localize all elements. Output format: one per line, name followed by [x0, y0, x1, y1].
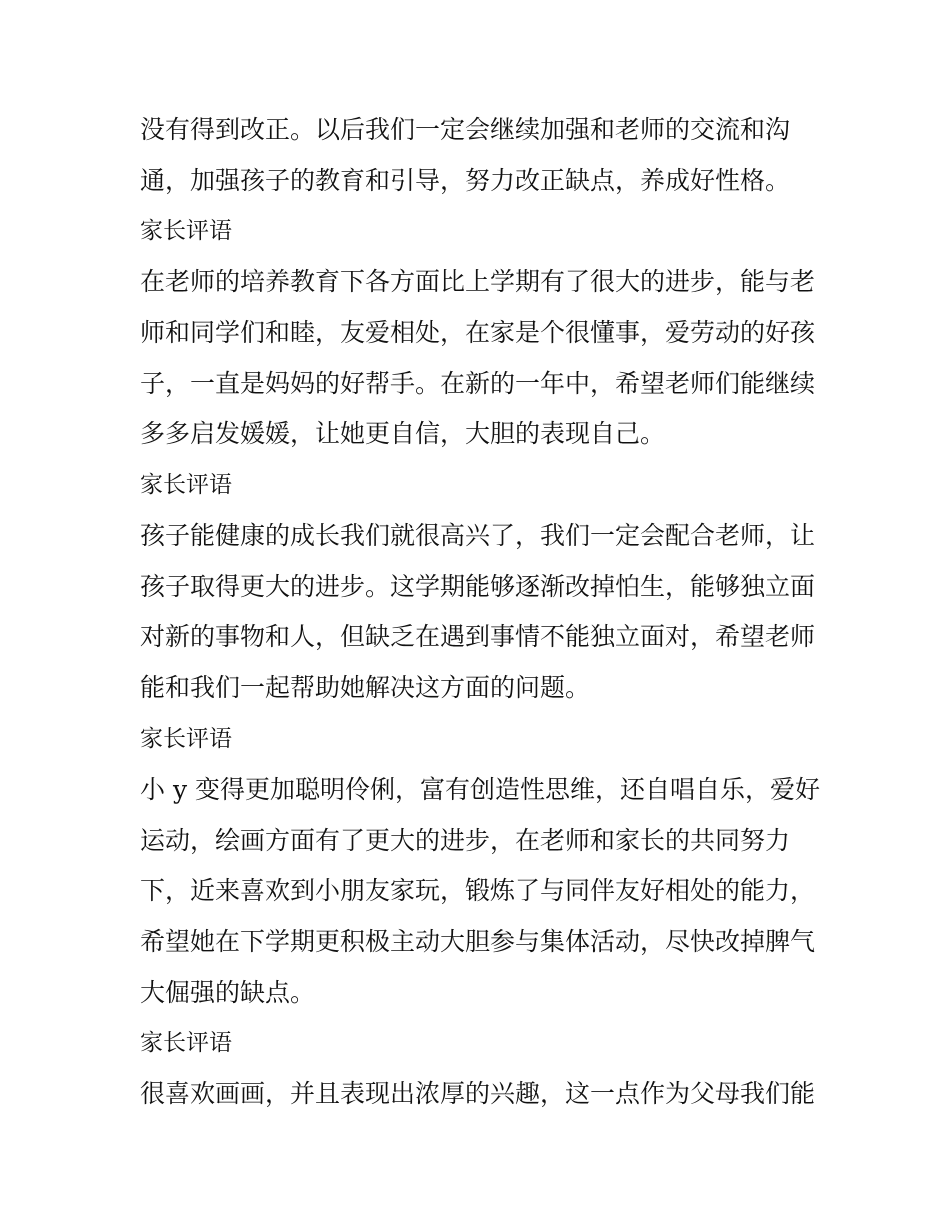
paragraph-line: 能和我们一起帮助她解决这方面的问题。	[140, 673, 591, 702]
paragraph-line: 很喜欢画画，并且表现出浓厚的兴趣，这一点作为父母我们能	[140, 1079, 816, 1108]
paragraph-line: 孩子能健康的成长我们就很高兴了，我们一定会配合老师，让	[140, 521, 816, 550]
paragraph-line: 子，一直是妈妈的好帮手。在新的一年中，希望老师们能继续	[140, 369, 816, 398]
paragraph-line: 大倔强的缺点。	[140, 978, 316, 1007]
paragraph-line: 希望她在下学期更积极主动大胆参与集体活动，尽快改掉脾气	[140, 927, 816, 956]
paragraph-line: 运动，绘画方面有了更大的进步，在老师和家长的共同努力	[140, 826, 791, 855]
paragraph-line: 对新的事物和人，但缺乏在遇到事情不能独立面对，希望老师	[140, 622, 816, 651]
section-heading: 家长评语	[140, 726, 232, 752]
paragraph-line: 多多启发媛媛，让她更自信，大胆的表现自己。	[140, 419, 666, 448]
paragraph-line: 师和同学们和睦，友爱相处，在家是个很懂事，爱劳动的好孩	[140, 318, 816, 347]
paragraph-line: 孩子取得更大的进步。这学期能够逐渐改掉怕生，能够独立面	[140, 572, 816, 601]
paragraph-line: 通，加强孩子的教育和引导，努力改正缺点，养成好性格。	[140, 166, 791, 195]
section-heading: 家长评语	[140, 218, 232, 244]
section-heading: 家长评语	[140, 1030, 232, 1056]
paragraph-line: 小 y 变得更加聪明伶俐，富有创造性思维，还自唱自乐，爱好	[140, 775, 821, 804]
paragraph-line: 在老师的培养教育下各方面比上学期有了很大的进步，能与老	[140, 267, 816, 296]
section-heading: 家长评语	[140, 472, 232, 498]
paragraph-line: 下，近来喜欢到小朋友家玩，锻炼了与同伴友好相处的能力，	[140, 876, 816, 905]
paragraph-line: 没有得到改正。以后我们一定会继续加强和老师的交流和沟	[140, 115, 791, 144]
